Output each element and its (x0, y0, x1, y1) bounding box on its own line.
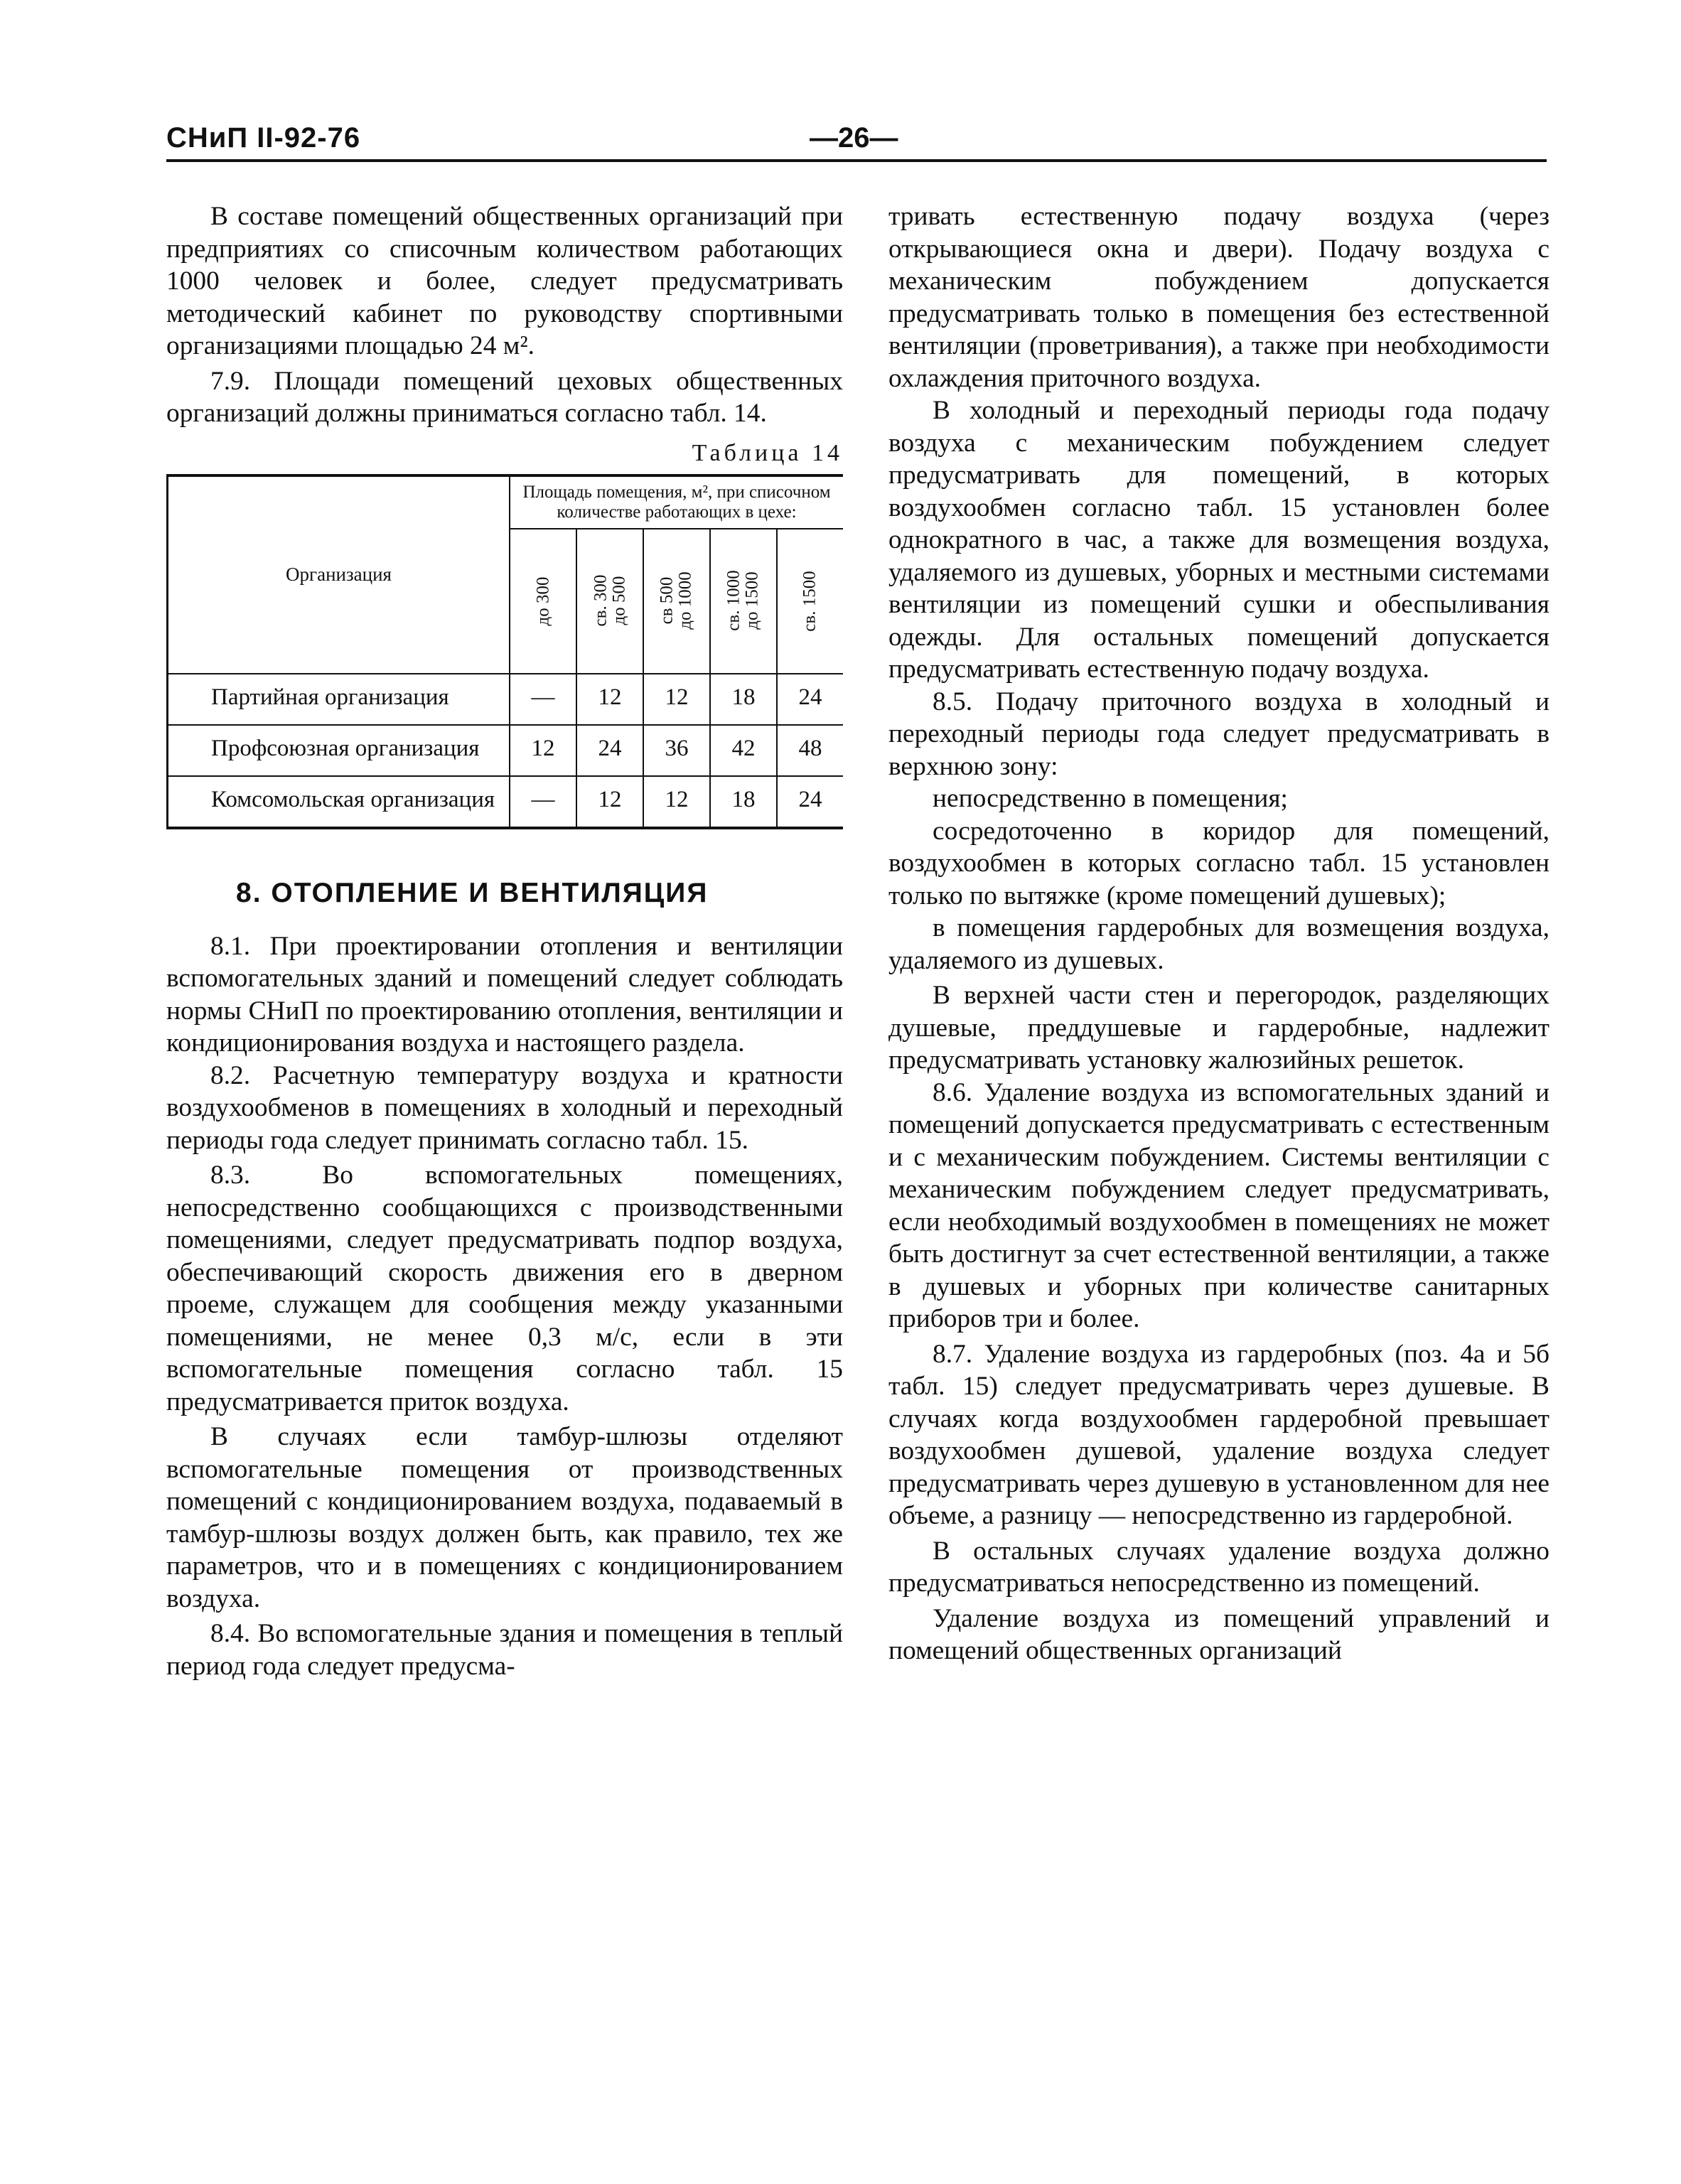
table-cell: 12 (643, 776, 710, 828)
table-column-header: до 300 (510, 529, 576, 674)
list-item: сосредоточенно в коридор для помещений, воздухообмен в которых согласно табл. 15 установлен только по вытяжке (кроме помещений душевых); (888, 816, 1550, 910)
table-cell: 48 (777, 725, 843, 776)
table-cell: 36 (643, 725, 710, 776)
table-header-organization: Организация (168, 475, 510, 674)
table-cell: 24 (777, 674, 843, 725)
paragraph: В случаях если тамбур-шлюзы отделяют вспомогательные помещения от производственных помещений с кондиционированием воздуха, подаваемый в тамбур-шлюзы воздух должен быть, как правило, тех же параметров, что и в помещениях с кондиционированием воздуха. (166, 1422, 843, 1613)
right-column (888, 200, 1550, 1667)
table-cell: 42 (710, 725, 777, 776)
table-row (168, 674, 844, 725)
paragraph: 8.4. Во вспомогательные здания и помещения в теплый период года следует предусма- (166, 1619, 843, 1681)
table-column-header: св. 300 до 500 (576, 529, 643, 674)
table-cell-organization: Партийная организация (168, 674, 510, 725)
document-code: СНиП II-92-76 (166, 122, 361, 154)
paragraph: В холодный и переходный периоды года подачу воздуха с механическим побуждением следует предусматривать для помещений, в которых воздухообмен согласно табл. 15 установлен более однократного в час, а также для возмещения воздуха, удаляемого из душевых, уборных и местными системами вентиляции из помещений сушки и обеспыливания одежды. Для остальных помещений допускается предусматривать естественную подачу воздуха. (888, 396, 1550, 684)
paragraph: 8.5. Подачу приточного воздуха в холодный и переходный периоды года следует предусматривать в верхнюю зону: (888, 687, 1550, 781)
paragraph: 8.1. При проектировании отопления и вентиляции вспомогательных зданий и помещений следует соблюдать нормы СНиП по проектированию отопления, вентиляции и кондиционирования воздуха и настоящего раздела. (166, 931, 843, 1058)
table-cell: 12 (643, 674, 710, 725)
table-column-header: св. 1500 (777, 529, 843, 674)
table-cell: — (510, 674, 576, 725)
table-cell: 12 (576, 674, 643, 725)
paragraph: 8.6. Удаление воздуха из вспомогательных зданий и помещений допускается предусматривать с естественным и с механическим побуждением. Системы вентиляции с механическим побуждением следует предусматривать, если необходимый воздухообмен в помещениях не может быть достигнут за счет естественной вентиляции, а также в душевых и уборных при количестве санитарных приборов три и более. (888, 1077, 1550, 1333)
table-cell: 24 (777, 776, 843, 828)
header-rule (166, 159, 1547, 162)
table-cell-organization: Комсомольская организация (168, 776, 510, 828)
table-cell: 18 (710, 776, 777, 828)
table-row (168, 776, 844, 828)
paragraph: В остальных случаях удаление воздуха должно предусматриваться непосредственно из помещений. (888, 1536, 1550, 1598)
table-cell: 12 (510, 725, 576, 776)
left-column (166, 200, 843, 1682)
table-row (168, 725, 844, 776)
table-caption: Таблица 14 (692, 439, 843, 466)
page-header (166, 122, 1547, 163)
table-cell-organization: Профсоюзная организация (168, 725, 510, 776)
section-title: 8. ОТОПЛЕНИЕ И ВЕНТИЛЯЦИЯ (236, 877, 709, 908)
paragraph: 8.7. Удаление воздуха из гардеробных (поз. 4а и 5б табл. 15) следует предусматривать через душевые. В случаях когда воздухообмен гардеробной превышает воздухообмен душевой, удаление воздуха следует предусматривать через душевую в установленном для нее объеме, а разницу — непосредственно из гардеробной. (888, 1339, 1550, 1530)
page-number: —26— (810, 122, 898, 154)
paragraph: В верхней части стен и перегородок, разделяющих душевые, преддушевые и гардеробные, надлежит предусматривать установку жалюзийных решеток. (888, 981, 1550, 1075)
list-item: непосредственно в помещения; (933, 784, 1288, 813)
table-cell: — (510, 776, 576, 828)
paragraph: 8.3. Во вспомогательных помещениях, непосредственно сообщающихся с производственными помещениями, следует предусматривать подпор воздуха, обеспечивающий скорость движения его в дверном проеме, служащем для сообщения между указанными помещениями, не менее 0,3 м/с, если в эти вспомогательные помещения согласно табл. 15 предусматривается приток воздуха. (166, 1161, 843, 1416)
paragraph: 7.9. Площади помещений цеховых общественных организаций должны приниматься согласно табл. 14. (166, 366, 843, 428)
paragraph: тривать естественную подачу воздуха (через открывающиеся окна и двери). Подачу воздуха с механическим побуждением допускается предусматривать только в помещения без естественной вентиляции (проветривания), а также при необходимости охлаждения приточного воздуха. (888, 202, 1550, 393)
table-14 (166, 474, 843, 829)
table-cell: 18 (710, 674, 777, 725)
table-column-header: св. 1000 до 1500 (710, 529, 777, 674)
list-item: в помещения гардеробных для возмещения воздуха, удаляемого из душевых. (888, 913, 1550, 975)
paragraph: В составе помещений общественных организаций при предприятиях со списочным количеством работающих 1000 человек и более, следует предусматривать методический кабинет по руководству спортивными организациями площадью 24 м². (166, 202, 843, 360)
table-header-group: Площадь помещения, м², при списочном количестве работающих в цехе: (510, 475, 843, 529)
paragraph: Удаление воздуха из помещений управлений и помещений общественных организаций (888, 1603, 1550, 1665)
table-cell: 12 (576, 776, 643, 828)
paragraph: 8.2. Расчетную температуру воздуха и кратности воздухообменов в помещениях в холодный и переходный периоды года следует принимать согласно табл. 15. (166, 1060, 843, 1155)
table-cell: 24 (576, 725, 643, 776)
table-column-header: св 500 до 1000 (643, 529, 710, 674)
